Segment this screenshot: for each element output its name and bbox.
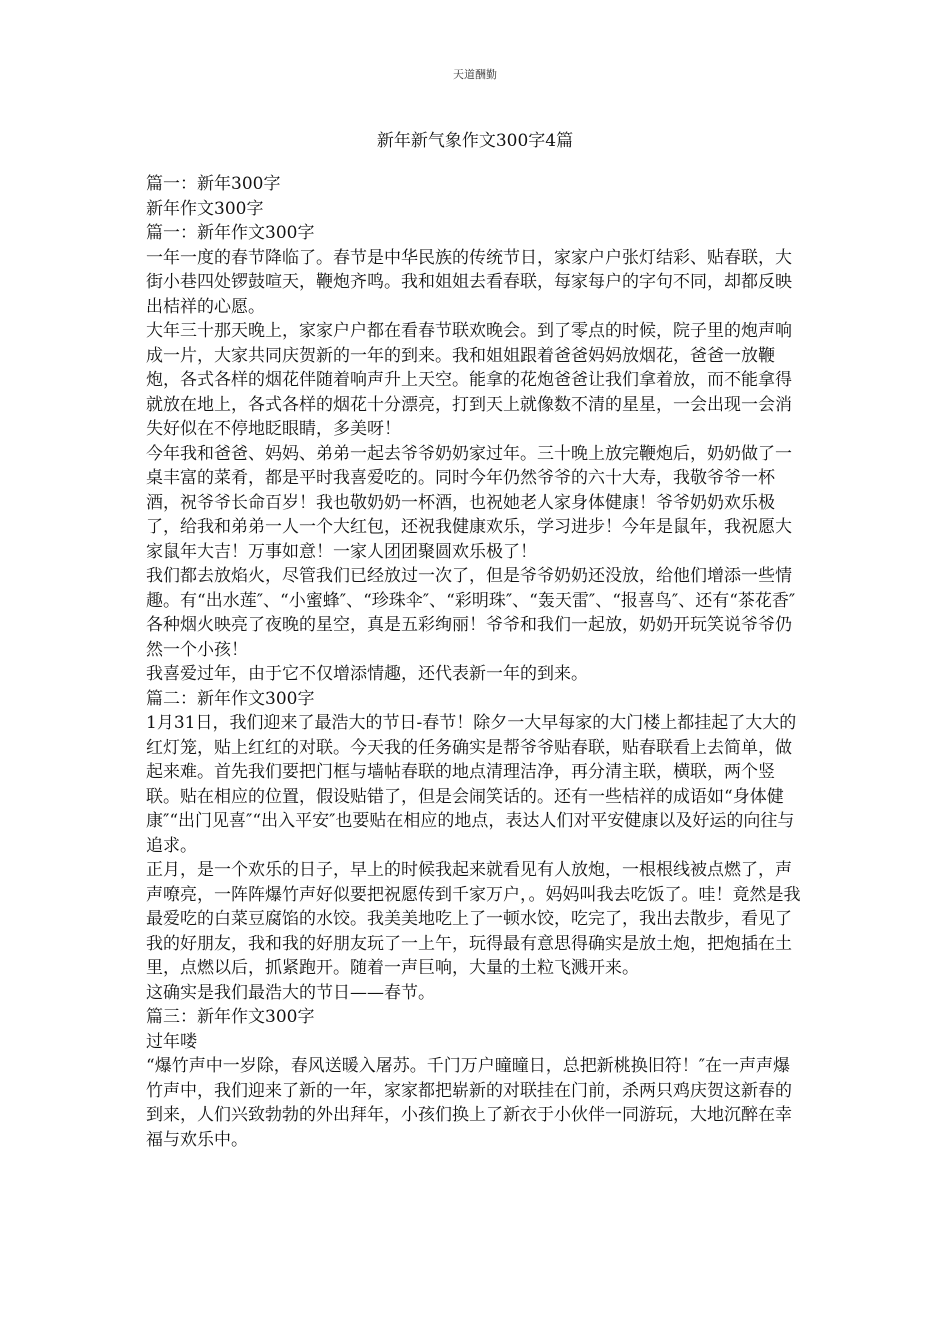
body-paragraph: 一年一度的春节降临了。春节是中华民族的传统节日，家家户户张灯结彩、贴春联，大街小巷四处锣鼓喧天，鞭炮齐鸣。我和姐姐去看春联，每家每户的字句不同，却都反映出桔祥的心愿。 [146,247,792,317]
body-paragraph: “爆竹声中一岁除，春风送暖入屠苏。千门万户曈曈日，总把新桃换旧符！″在一声声爆竹声中，我们迎来了新的一年，家家都把崭新的对联挂在门前，杀两只鸡庆贺这新春的到来，人们兴致勃勃的外出拜年，小孩们换上了新衣于小伙伴一同游玩，大地沉醉在幸福与欢乐中。 [146,1056,792,1150]
section-heading: 篇一：新年作文300字 [146,223,315,243]
section-subheading: 过年喽 [146,1031,197,1052]
body-paragraph: 我喜爱过年，由于它不仅增添情趣，还代表新一年的到来。 [146,664,588,684]
body-paragraph: 1月31日，我们迎来了最浩大的节日-春节！除夕一大早每家的大门楼上都挂起了大大的红灯笼，贴上红红的对联。今天我的任务确实是帮爷爷贴春联，贴春联看上去简单，做起来难。首先我们要把门框与墙帖春联的地点清理洁净，再分清主联，横联，两个竖联。贴在相应的位置，假设贴错了，但是会闹笑话的。还有一些桔祥的成语如“身体健康″“出门见喜″“出入平安″也要贴在相应的地点，表达人们对平安健康以及好运的向往与追求。 [146,713,797,856]
section-subheading: 新年作文300字 [146,198,264,219]
body-paragraph: 这确实是我们最浩大的节日——春节。 [146,982,435,1003]
document-body [146,172,806,1152]
body-paragraph: 大年三十那天晚上，家家户户都在看春节联欢晚会。到了零点的时候，院子里的炮声响成一片，大家共同庆贺新的一年的到来。我和姐姐跟着爸爸妈妈放烟花，爸爸一放鞭炮，各式各样的烟花伴随着响声升上天空。能拿的花炮爸爸让我们拿着放，而不能拿得就放在地上，各式各样的烟花十分漂亮，打到天上就像数不清的星星，一会出现一会消失好似在不停地眨眼睛，多美呀！ [146,321,792,439]
section-heading: 篇二：新年作文300字 [146,688,315,709]
section-heading: 篇一：新年300字 [146,174,281,194]
document-title: 新年新气象作文300字4篇 [376,131,574,151]
body-paragraph: 今年我和爸爸、妈妈、弟弟一起去爷爷奶奶家过年。三十晚上放完鞭炮后，奶奶做了一桌丰富的菜肴，都是平时我喜爱吃的。同时今年仍然爷爷的六十大寿，我敬爷爷一杯酒，祝爷爷长命百岁！我也敬奶奶一杯酒，也祝她老人家身体健康！爷爷奶奶欢乐极了，给我和弟弟一人一个大红包，还祝我健康欢乐，学习进步！今年是鼠年，我祝愿大家鼠年大吉！万事如意！一家人团团聚圆欢乐极了！ [146,443,792,562]
page-header: 天道酬勤 [453,68,497,81]
section-heading: 篇三：新年作文300字 [146,1007,315,1027]
body-paragraph: 我们都去放焰火，尽管我们已经放过一次了，但是爷爷奶奶还没放，给他们增添一些情趣。有“出水莲″、“小蜜蜂″、“珍珠伞″、“彩明珠″、“轰天雷″、“报喜鸟″、还有“茶花香″各种烟火映亮了夜晚的星空，真是五彩绚丽！爷爷和我们一起放，奶奶开玩笑说爷爷仍然一个小孩！ [146,566,796,660]
body-paragraph: 正月，是一个欢乐的日子，早上的时候我起来就看见有人放炮，一根根线被点燃了，声声嘹亮，一阵阵爆竹声好似要把祝愿传到千家万户，。妈妈叫我去吃饭了。哇！竟然是我最爱吃的白菜豆腐馅的水饺。我美美地吃上了一顿水饺，吃完了，我出去散步，看见了我的好朋友，我和我的好朋友玩了一上午，玩得最有意思得确实是放土炮，把炮插在土里，点燃以后，抓紧跑开。随着一声巨响，大量的土粒飞溅开来。 [146,860,801,978]
